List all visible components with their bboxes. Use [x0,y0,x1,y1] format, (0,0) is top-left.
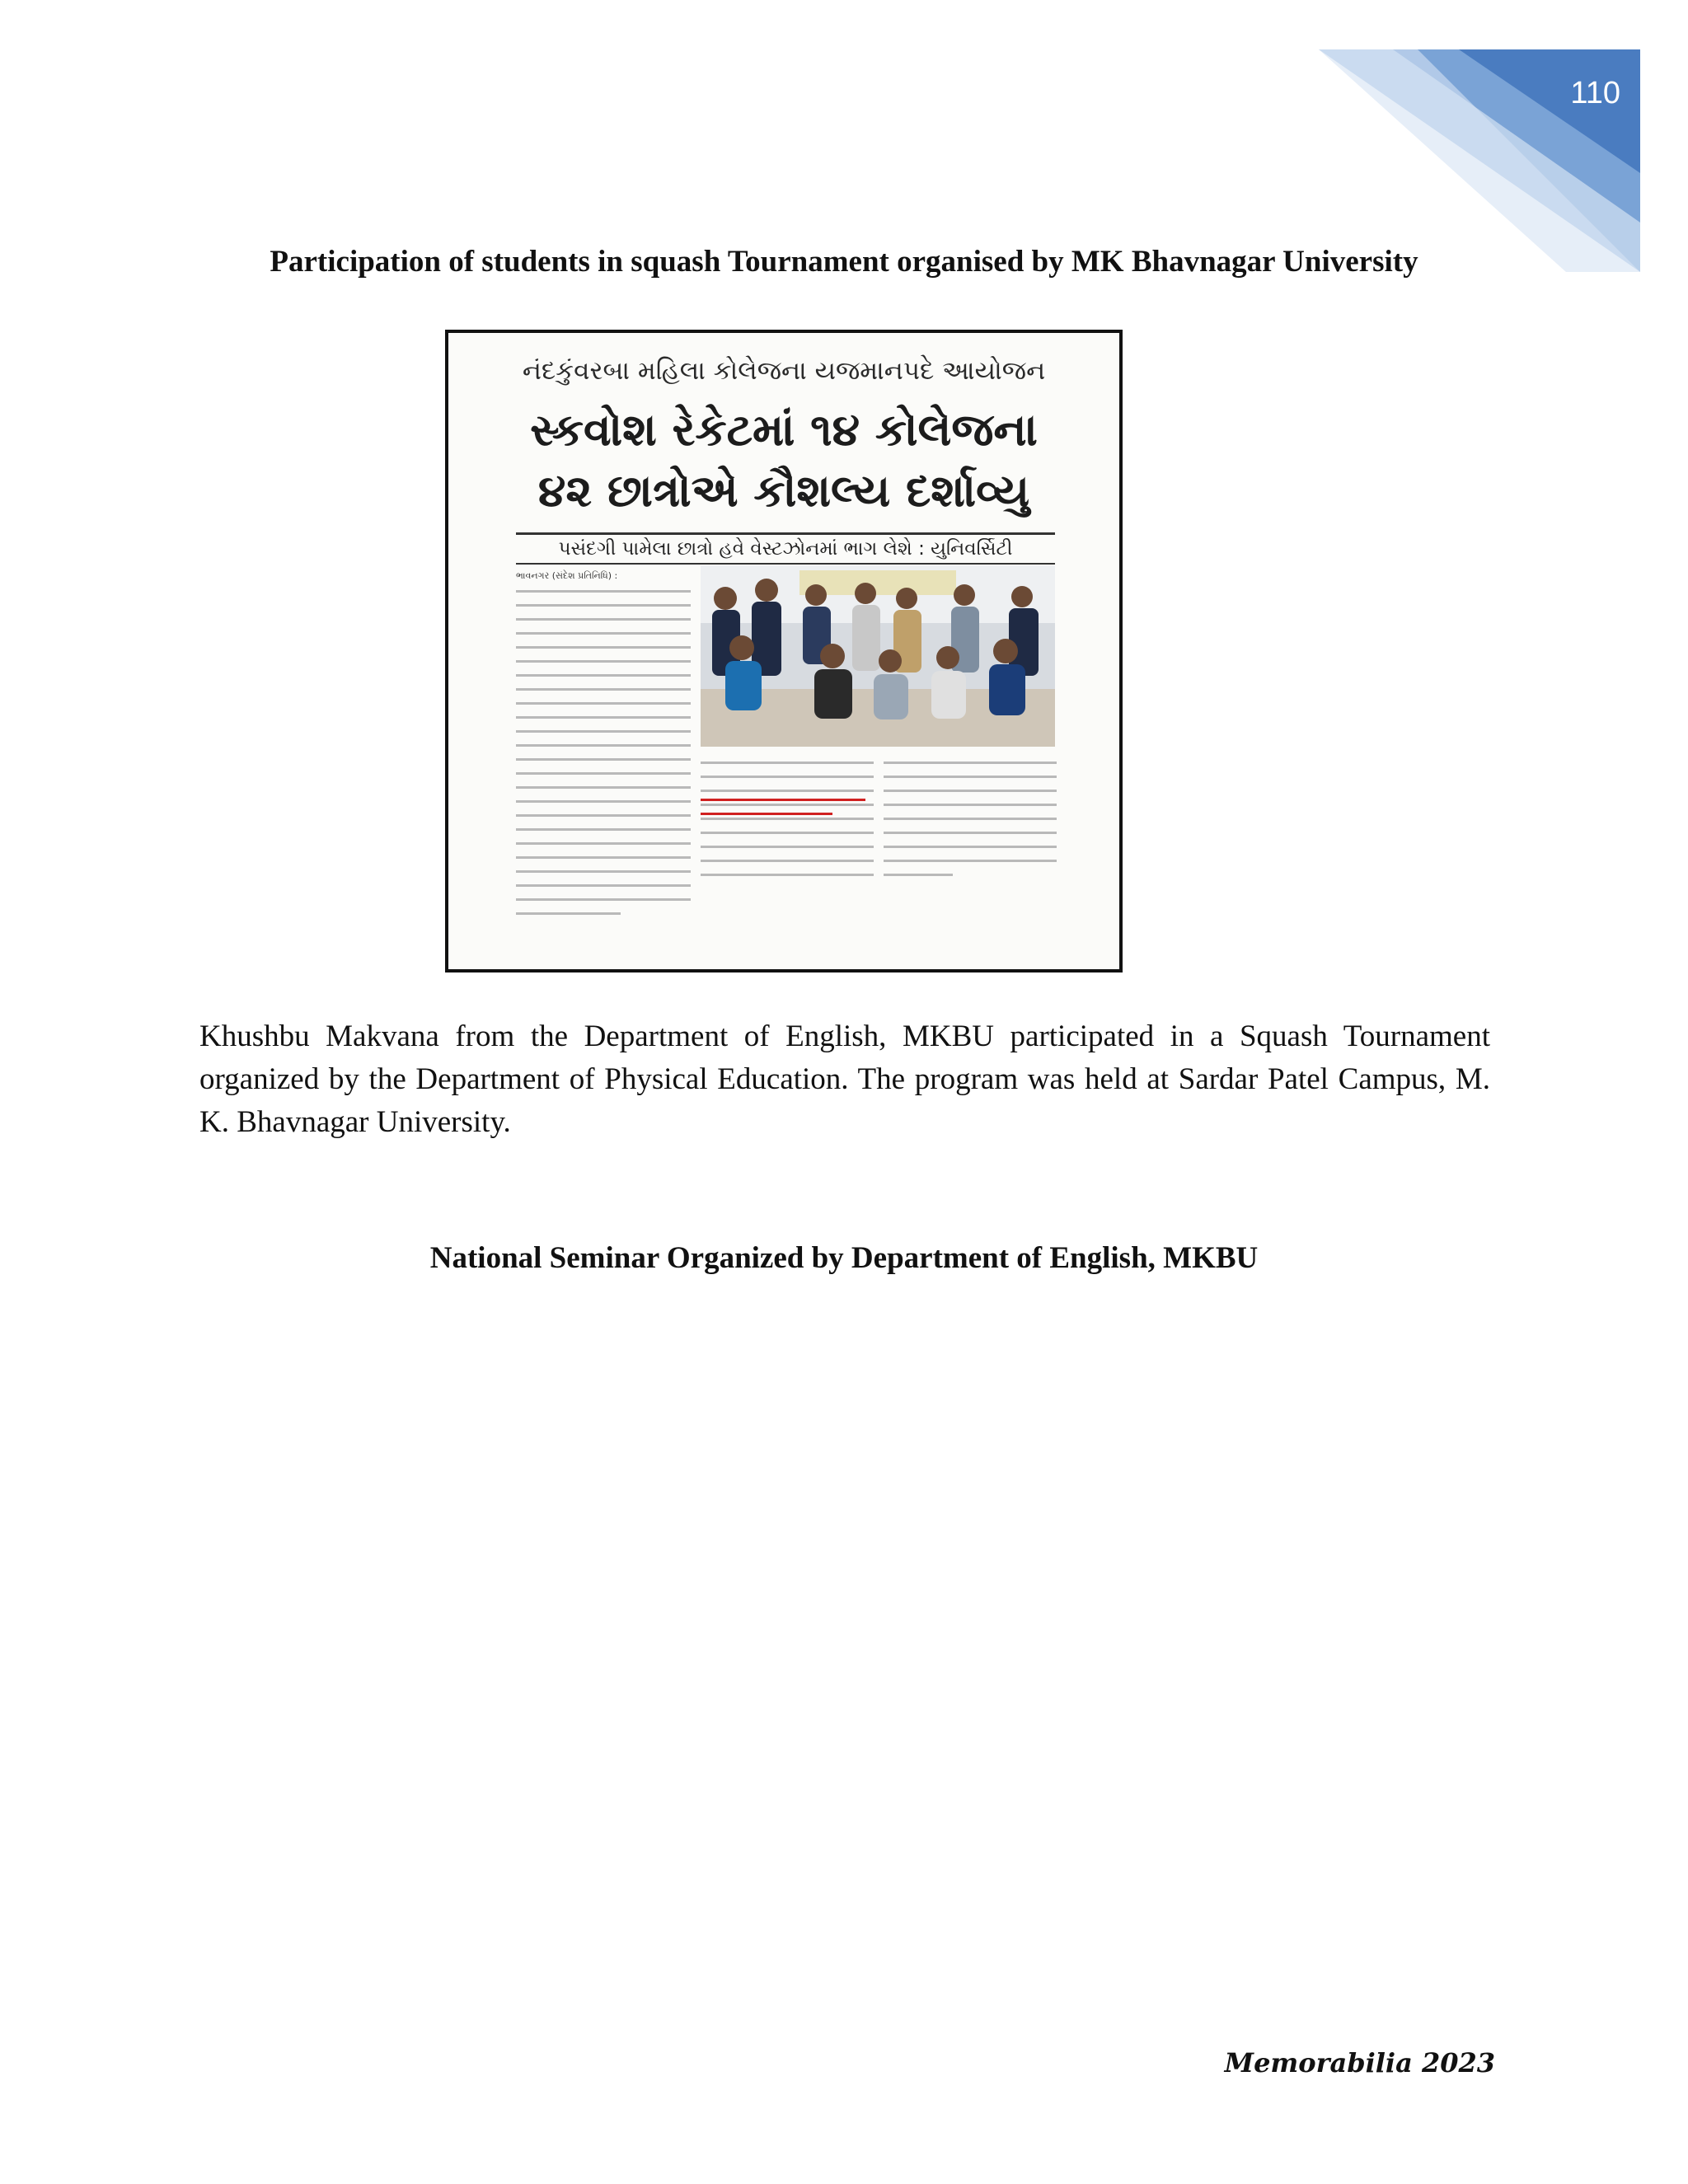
clipping-kicker: નંદકુંવરબા મહિલા કોલેજના યજમાનપદે આયોજન [522,356,1046,386]
clipping-column-left [516,590,691,926]
newspaper-clipping [445,330,1123,972]
section-heading-seminar: National Seminar Organized by Department of English, MKBU [429,1241,1259,1275]
team-photo [701,565,1055,747]
body-paragraph: Khushbu Makvana from the Department of English, MKBU participated in a Squash Tournament organized by the Department of Physical Education. The program was held at Sardar Patel Campus, M. K. Bhavnagar University. [199,1019,1490,1139]
clipping-column-right [884,762,1057,888]
section-heading-squash: Participation of students in squash Tournament organised by MK Bhavnagar University [270,245,1418,279]
highlight-underline [701,799,865,801]
footer-memorabilia: Memorabilia 2023 [1224,2047,1495,2079]
clipping-dateline: ભાવનગર (સંદેશ પ્રતિનિધિ) : [516,570,618,581]
highlight-underline [701,813,832,815]
clipping-headline-line-1: સ્કવોશ રેકેટમાં ૧૪ કોલેજના [530,404,1038,456]
clipping-headline-line-2: ૪૨ છાત્રોએ કૌશલ્ય દર્શાવ્યુ [537,465,1030,517]
clipping-subheadline: પસંદગી પામેલા છાત્રો હવે વેસ્ટઝોનમાં ભાગ લેશે : યુનિવર્સિટી [516,532,1055,565]
page-number: 110 [1570,76,1620,110]
clipping-column-middle [701,762,874,888]
